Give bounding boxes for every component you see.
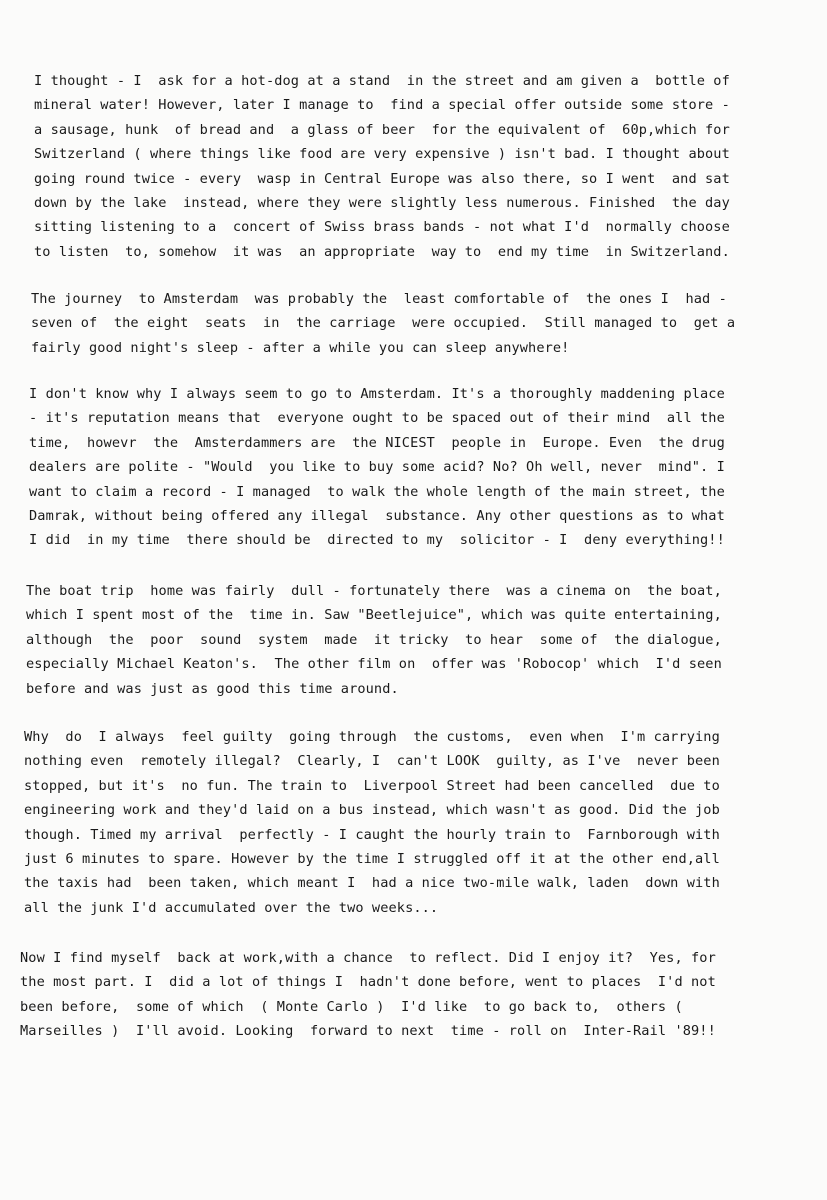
text-line: seven of the eight seats in the carriage were occupied. Still managed to get a [31, 315, 736, 332]
text-line: Now I find myself back at work,with a chance to reflect. Did I enjoy it? Yes, for [20, 950, 716, 966]
text-line: I thought - I ask for a hot-dog at a stand in the street and am given a bottle of [34, 73, 730, 89]
paragraph-switzerland [34, 69, 824, 264]
text-line: which I spent most of the time in. Saw "Beetlejuice", which was quite entertaining, [26, 607, 722, 624]
text-line: the taxis had been taken, which meant I had a nice two-mile walk, laden down with [24, 875, 720, 892]
text-line: I don't know why I always seem to go to Amsterdam. It's a thoroughly maddening place [29, 386, 725, 402]
paragraph-amsterdam [29, 382, 819, 553]
text-line: stopped, but it's no fun. The train to Liverpool Street had been cancelled due to [24, 777, 720, 794]
text-line: just 6 minutes to spare. However by the time I struggled off it at the other end,all [24, 851, 720, 868]
text-line: nothing even remotely illegal? Clearly, I can't LOOK guilty, as I've never been [24, 753, 720, 770]
text-line: I did in my time there should be directed to my solicitor - I deny everything!! [29, 532, 725, 549]
paragraph-customs [24, 725, 814, 920]
paragraph-boat-trip [26, 579, 816, 701]
text-line: especially Michael Keaton's. The other film on offer was 'Robocop' which I'd seen [26, 656, 722, 673]
text-line: a sausage, hunk of bread and a glass of beer for the equivalent of 60p,which for [34, 121, 730, 138]
text-line: though. Timed my arrival perfectly - I caught the hourly train to Farnborough with [24, 826, 720, 843]
text-line: engineering work and they'd laid on a bus instead, which wasn't as good. Did the job [24, 802, 720, 819]
text-line: want to claim a record - I managed to walk the whole length of the main street, the [29, 483, 725, 500]
text-line: dealers are polite - "Would you like to buy some acid? No? Oh well, never mind". I [29, 459, 725, 476]
text-line: Why do I always feel guilty going through the customs, even when I'm carrying [24, 729, 720, 745]
text-line: all the junk I'd accumulated over the two weeks... [24, 899, 439, 916]
text-line: - it's reputation means that everyone ought to be spaced out of their mind all the [29, 410, 725, 427]
text-line: down by the lake instead, where they were slightly less numerous. Finished the day [34, 195, 730, 212]
paragraph-reflection [20, 946, 810, 1044]
text-line: fairly good night's sleep - after a while you can sleep anywhere! [31, 339, 570, 356]
text-line: Marseilles ) I'll avoid. Looking forward to next time - roll on Inter-Rail '89!! [20, 1023, 716, 1040]
text-line: time, howevr the Amsterdammers are the NICEST people in Europe. Even the drug [29, 434, 725, 451]
paragraph-journey [31, 287, 821, 360]
text-line: Damrak, without being offered any illegal substance. Any other questions as to what [29, 508, 725, 525]
text-line: before and was just as good this time around. [26, 680, 399, 697]
text-line: although the poor sound system made it tricky to hear some of the dialogue, [26, 631, 722, 648]
text-line: mineral water! However, later I manage to find a special offer outside some store - [34, 97, 730, 114]
text-line: Switzerland ( where things like food are very expensive ) isn't bad. I thought about [34, 146, 730, 163]
text-line: The boat trip home was fairly dull - fortunately there was a cinema on the boat, [26, 583, 722, 599]
text-line: been before, some of which ( Monte Carlo ) I'd like to go back to, others ( [20, 998, 683, 1015]
text-line: going round twice - every wasp in Central Europe was also there, so I went and sat [34, 170, 730, 187]
text-line: The journey to Amsterdam was probably the least comfortable of the ones I had - [31, 291, 727, 307]
text-line: sitting listening to a concert of Swiss brass bands - not what I'd normally choose [34, 219, 730, 236]
text-line: to listen to, somehow it was an appropriate way to end my time in Switzerland. [34, 243, 730, 260]
text-line: the most part. I did a lot of things I hadn't done before, went to places I'd not [20, 974, 716, 991]
